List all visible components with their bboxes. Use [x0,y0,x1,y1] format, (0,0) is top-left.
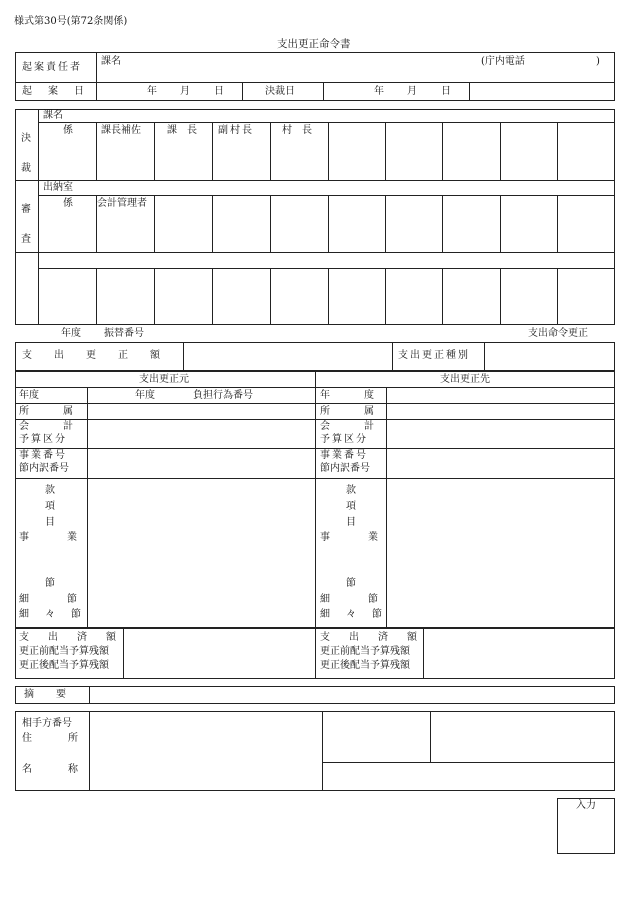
role-soncho: 村 長 [282,125,312,136]
review-role-accounting-manager: 会計管理者 [97,198,147,209]
source-jigyou: 事業 [19,532,115,543]
target-project-no-label: 事業番号 [320,450,368,461]
target-dept-label: 所属 [320,406,408,417]
target-moku: 目 [346,517,356,528]
form-title: 支出更正命令書 [277,38,351,50]
target-account-label: 会計 [320,421,408,432]
draft-month: 月 [180,86,190,97]
source-moku: 目 [45,517,55,528]
review-vertical-label: 審査 [21,204,31,245]
source-heading: 支出更正元 [139,374,189,385]
source-before-label: 更正前配当予算残額 [19,646,109,657]
target-saisaisetsu: 細々節 [320,609,398,620]
source-budget-label: 予算区分 [19,434,67,445]
source-setsu: 節 [45,578,55,589]
target-budget-label: 予算区分 [320,434,368,445]
partner-number-label: 相手方番号 [22,718,72,729]
source-project-no-label: 事業番号 [19,450,67,461]
target-year-label: 年度 [320,390,408,401]
target-before-label: 更正前配当予算残額 [320,646,410,657]
target-setsu: 節 [346,578,356,589]
source-obligation-no-label: 負担行為番号 [193,390,253,401]
target-kan: 款 [346,485,356,496]
source-saisetsu: 細節 [19,594,115,605]
phone-close: ) [596,56,600,67]
decision-date-label: 決裁日 [265,86,295,97]
input-label: 入力 [576,800,596,811]
responsible-label: 起案責任者 [22,62,82,73]
target-kou: 項 [346,501,356,512]
phone-label: (庁内電話 [481,56,525,67]
source-saisaisetsu: 細々節 [19,609,97,620]
partner-address-label: 住所 [22,733,114,744]
target-jigyou: 事業 [320,532,416,543]
decision-month: 月 [407,86,417,97]
source-kan: 款 [45,485,55,496]
section-name-label: 課名 [101,56,121,67]
review-role-kakari: 係 [63,198,73,209]
role-kacho: 課 長 [167,125,197,136]
draft-date-label: 起案日 [22,86,100,97]
source-mid-year-label: 年度 [135,390,155,401]
form-number: 様式第30号(第72条関係) [14,16,128,27]
target-spent-label: 支出済額 [320,632,436,643]
source-section-detail-label: 節内訳番号 [19,463,69,474]
correction-type-label: 支出更正種別 [398,350,470,361]
transfer-number-label: 振替番号 [104,328,144,339]
partner-block [15,711,615,791]
treasury-label: 出納室 [43,182,73,193]
fiscal-year-label: 年度 [61,328,81,339]
summary-row [15,686,615,704]
correction-amount-label: 支出更正額 [22,350,182,361]
target-heading: 支出更正先 [440,374,490,385]
role-fukusoncho: 副村長 [218,125,254,136]
decision-year: 年 [374,86,384,97]
partner-name-label: 名称 [22,764,114,775]
order-correction-label: 支出命令更正 [528,328,588,339]
role-kacho-hosa: 課長補佐 [101,125,141,136]
approval-grid [15,109,615,325]
draft-year: 年 [147,86,157,97]
summary-label: 摘要 [24,689,88,700]
role-kakari: 係 [63,125,73,136]
target-after-label: 更正後配当予算残額 [320,660,410,671]
source-after-label: 更正後配当予算残額 [19,660,109,671]
decision-day: 日 [441,86,451,97]
source-kou: 項 [45,501,55,512]
source-year-label: 年度 [19,390,39,401]
source-account-label: 会計 [19,421,107,432]
approval-section-label: 課名 [43,110,63,121]
draft-day: 日 [214,86,224,97]
source-spent-label: 支出済額 [19,632,135,643]
decision-vertical-label: 決裁 [21,133,31,174]
target-section-detail-label: 節内訳番号 [320,463,370,474]
source-dept-label: 所属 [19,406,107,417]
target-saisetsu: 細節 [320,594,416,605]
